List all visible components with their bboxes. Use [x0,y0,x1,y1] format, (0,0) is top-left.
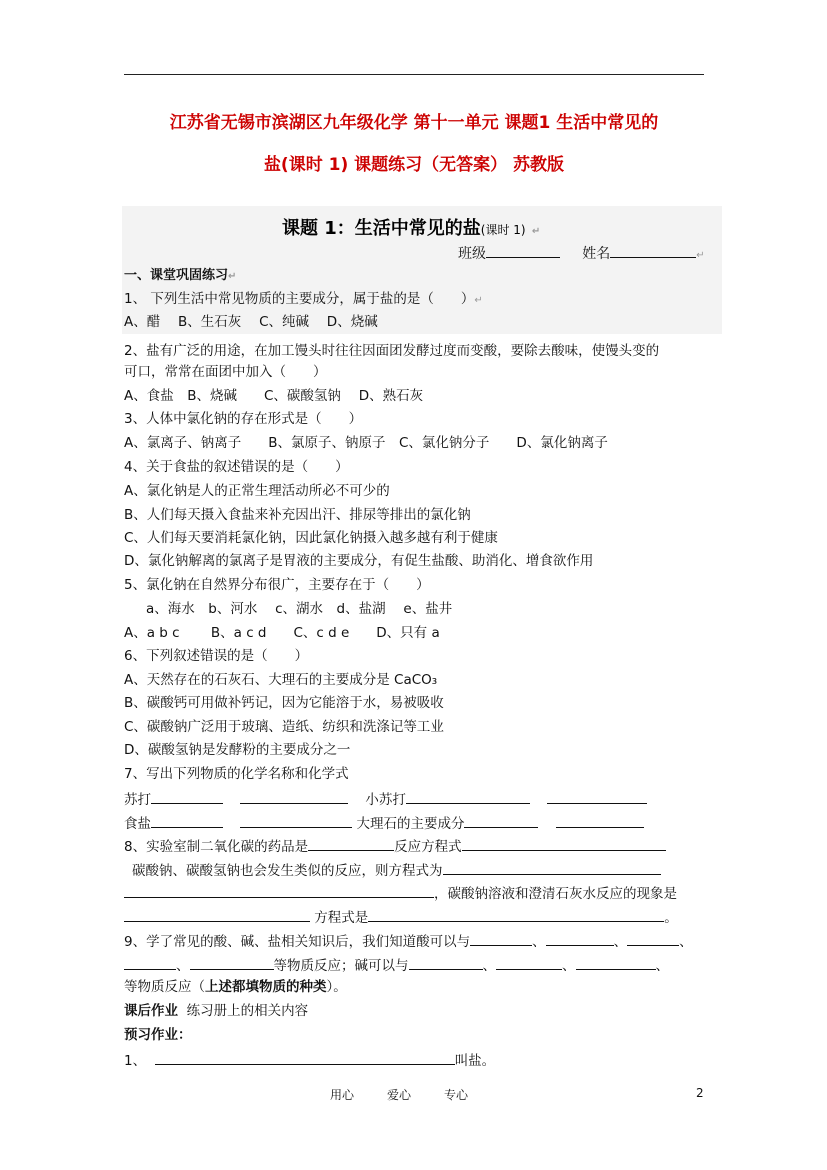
q9-separator: 、 [176,958,190,974]
preview-item-number: 1、 [124,1053,147,1069]
q7-line1 [124,789,647,809]
preview-item-1 [124,1050,495,1070]
q1-stem-text: 1、 下列生活中常见物质的主要成分，属于盐的是（ ） [124,291,475,307]
q7-line2 [124,813,644,833]
answer-blank[interactable] [627,931,679,946]
answer-blank[interactable] [124,955,176,970]
q4-option-c: C、人们每天要消耗氯化钠，因此氯化钠摄入越多越有利于健康 [124,530,498,546]
q9-separator: 、 [655,958,669,974]
section-heading-text: 一、课堂巩固练习 [124,268,229,283]
answer-blank[interactable] [556,813,644,828]
q8-text-d: ，碳酸钠溶液和澄清石灰水反应的现象是 [434,886,677,902]
answer-blank[interactable] [496,955,562,970]
answer-blank[interactable] [464,813,538,828]
q6-option-c: C、碳酸钠广泛用于玻璃、造纸、纺织和洗涤记等工业 [124,719,444,735]
document-title-line2: 盐(课时 1) 课题练习（无答案） 苏教版 [263,155,565,175]
answer-blank[interactable] [546,931,614,946]
answer-blank[interactable] [576,955,656,970]
footer-word-2: 爱心 [387,1088,412,1102]
q4-option-a: A、氯化钠是人的正常生理活动所必不可少的 [124,483,390,499]
q7-stem: 7、写出下列物质的化学名称和化学式 [124,766,349,782]
q5-choices: a、海水 b、河水 c、湖水 d、盐湖 e、盐井 [146,601,453,617]
answer-blank[interactable] [406,789,530,804]
q8-text-c: 碳酸钠、碳酸氢钠也会发生类似的反应，则方程式为 [132,863,443,879]
q2-stem-line1: 2、盐有广泛的用途，在加工馒头时往往因面团发酵过度而变酸，要除去酸味，使馒头变的 [124,343,660,359]
section-heading [124,267,236,286]
answer-blank[interactable] [151,813,223,828]
q6-option-d: D、碳酸氢钠是发酵粉的主要成分之一 [124,742,351,758]
answer-blank[interactable] [155,1050,455,1065]
q4-stem: 4、关于食盐的叙述错误的是（ ） [124,459,349,475]
q3-options: A、氯离子、钠离子 B、氯原子、钠原子 C、氯化钠分子 D、氯化钠离子 [124,435,608,451]
answer-blank[interactable] [308,836,394,851]
q9-separator: 、 [613,934,628,950]
q4-option-d: D、氯化钠解离的氯离子是胃液的主要成分，有促生盐酸、助消化、增食欲作用 [124,553,594,569]
scan-heading-small: (课时 1) [480,223,526,237]
homework-label: 课后作业 [124,1003,178,1019]
q7-soda-label: 苏打 [124,792,151,808]
q2-options: A、食盐 B、烧碱 C、碳酸氢钠 D、熟石灰 [124,388,424,404]
q7-marble-label: 大理石的主要成分 [356,816,465,832]
return-mark-icon: ↵ [696,250,705,261]
document-title-line1: 江苏省无锡市滨湖区九年级化学 第十一单元 课题1 生活中常见的 [169,113,659,133]
answer-blank[interactable] [443,860,661,875]
q9-separator: 、 [532,934,546,950]
q6-option-a: A、天然存在的石灰石、大理石的主要成分是 CaCO₃ [124,672,438,688]
answer-blank[interactable] [368,907,664,922]
q9-separator: 、 [482,958,496,974]
return-mark-icon: ↵ [531,226,541,237]
class-blank [486,243,560,258]
answer-blank[interactable] [470,931,532,946]
q7-salt-label: 食盐 [124,816,151,832]
q9-text-c: 等物质反应（ [124,979,205,995]
q4-option-b: B、人们每天摄入食盐来补充因出汗、排尿等排出的氯化钠 [124,507,471,523]
preview-heading: 预习作业： [124,1027,192,1043]
header-rule [124,74,704,75]
q8-line3 [124,883,677,903]
q9-text-a: 9、学了常见的酸、碱、盐相关知识后，我们知道酸可以与 [124,934,471,950]
preview-item-tail: 叫盐。 [454,1053,496,1069]
page-number: 2 [696,1086,704,1100]
q9-text-d: 上述都填物质的种类 [205,979,327,995]
q2-stem-line2: 可口，常常在面团中加入（ ） [124,364,327,380]
q1-options: A、醋 B、生石灰 C、纯碱 D、烧碱 [124,314,378,330]
return-mark-icon: ↵ [474,295,483,306]
q9-line3 [124,978,347,996]
q6-option-b: B、碳酸钙可用做补钙记，因为它能溶于水，易被吸收 [124,695,444,711]
q9-text-e: ）。 [326,979,347,995]
q9-separator: 、 [562,958,576,974]
scan-heading-main: 课题 1：生活中常见的盐 [282,218,481,239]
answer-blank[interactable] [547,789,647,804]
q7-baking-soda-label: 小苏打 [365,792,406,808]
q3-stem: 3、人体中氯化钠的存在形式是（ ） [124,411,363,427]
q6-stem: 6、下列叙述错误的是（ ） [124,648,309,664]
q9-line2 [124,955,669,975]
homework-row [124,1002,308,1020]
answer-blank[interactable] [240,789,348,804]
q8-text-b: 反应方程式 [394,839,462,855]
return-mark-icon: ↵ [228,271,237,282]
name-blank [610,243,696,258]
class-label: 班级 [458,246,486,262]
name-label: 姓名 [582,246,611,262]
class-name-row [458,243,705,265]
scan-heading [282,214,540,240]
q8-text-e: 方程式是 [314,910,369,926]
q1-stem [124,290,483,310]
q5-stem: 5、氯化钠在自然界分布很广，主要存在于（ ） [124,577,430,593]
answer-blank[interactable] [190,955,274,970]
q8-line2 [132,860,661,880]
homework-text: 练习册上的相关内容 [186,1003,309,1019]
q9-line1 [124,931,693,951]
answer-blank[interactable] [124,883,434,898]
q8-line4 [124,907,678,927]
answer-blank[interactable] [409,955,483,970]
q5-options: A、a b c B、a c d C、c d e D、只有 a [124,625,440,641]
q9-text-b: 等物质反应；碱可以与 [273,958,409,974]
q9-separator: 、 [679,934,693,950]
answer-blank[interactable] [462,836,666,851]
footer-word-3: 专心 [444,1088,469,1102]
q8-line1 [124,836,666,856]
q8-text-f: 。 [664,910,678,926]
answer-blank[interactable] [124,907,310,922]
answer-blank[interactable] [151,789,223,804]
answer-blank[interactable] [240,813,352,828]
footer-word-1: 用心 [330,1088,355,1102]
q8-text-a: 8、实验室制二氧化碳的药品是 [124,839,309,855]
